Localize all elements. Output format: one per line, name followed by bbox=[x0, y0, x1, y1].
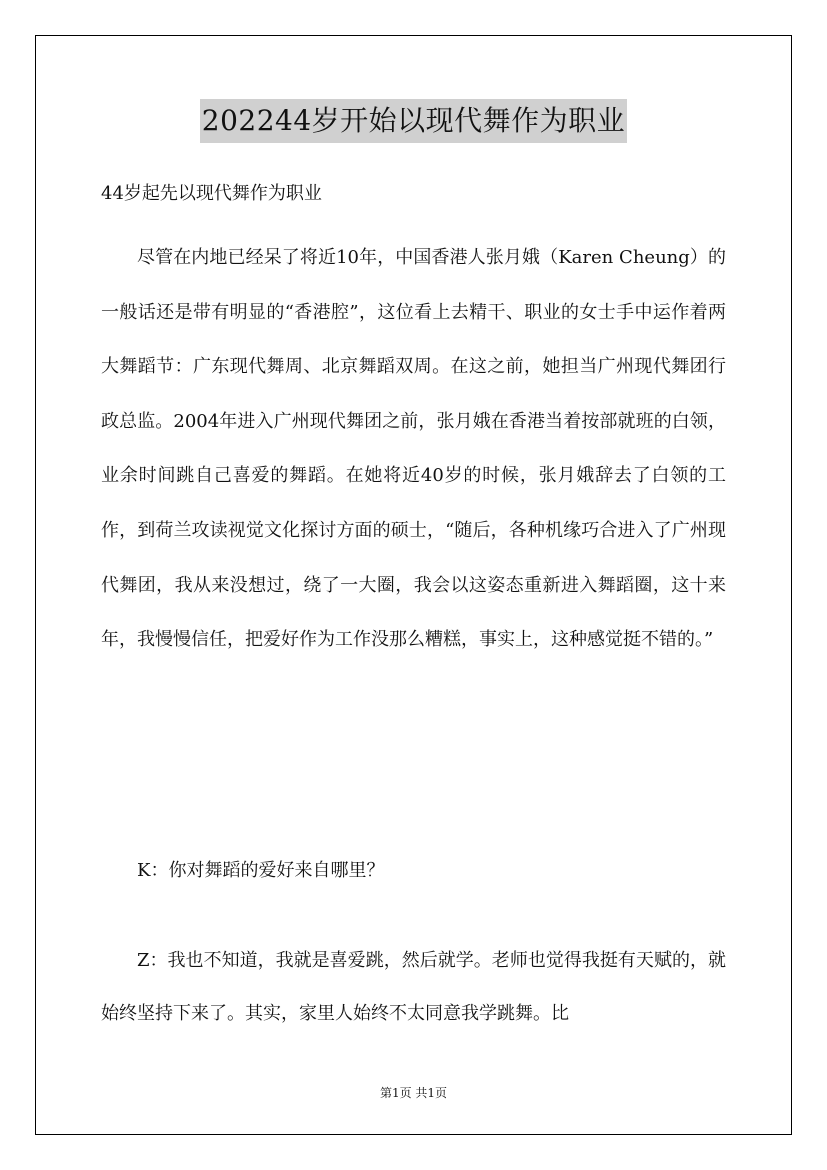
document-subtitle: 44岁起先以现代舞作为职业 bbox=[101, 183, 322, 204]
page-footer: 第1页 共1页 bbox=[379, 1086, 448, 1100]
body-paragraph-3: Z：我也不知道，我就是喜爱跳，然后就学。老师也觉得我挺有天赋的，就始终坚持下来了。其实，家里人始终不太同意我学跳舞。比 bbox=[101, 950, 726, 1024]
title-container bbox=[0, 99, 827, 143]
document-title: 202244岁开始以现代舞作为职业 bbox=[200, 99, 627, 143]
body-paragraph-1: 尽管在内地已经呆了将近10年，中国香港人张月娥（Karen Cheung）的一般话还是带有明显的“香港腔”，这位看上去精干、职业的女士手中运作着两大舞蹈节：广东现代舞周、北京舞蹈双周。在这之前，她担当广州现代舞团行政总监。2004年进入广州现代舞团之前，张月娥在香港当着按部就班的白领，业余时间跳自己喜爱的舞蹈。在她将近40岁的时候，张月娥辞去了白领的工作，到荷兰攻读视觉文化探讨方面的硕士，“随后，各种机缘巧合进入了广州现代舞团，我从来没想过，绕了一大圈，我会以这姿态重新进入舞蹈圈，这十来年，我慢慢信任，把爱好作为工作没那么糟糕，事实上，这种感觉挺不错的。” bbox=[101, 247, 726, 651]
body-paragraph-2: K：你对舞蹈的爱好来自哪里？ bbox=[137, 860, 385, 881]
